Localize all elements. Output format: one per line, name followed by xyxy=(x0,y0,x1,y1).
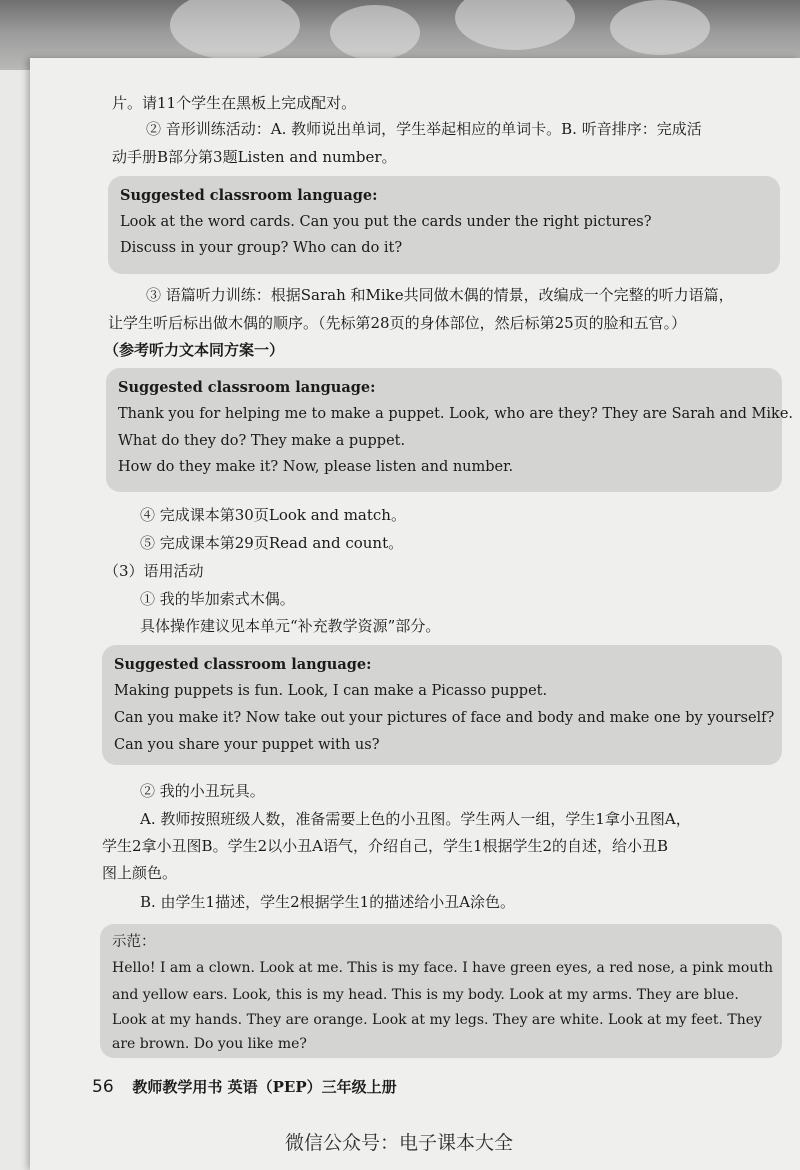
paragraph-line: （参考听力文本同方案一） xyxy=(104,341,285,359)
classroom-language-box xyxy=(102,645,782,765)
paragraph-line: 学生2拿小丑图B。学生2以小丑A语气，介绍自己，学生1根据学生2的自述，给小丑B xyxy=(102,837,669,855)
page-number: 56 xyxy=(92,1077,114,1097)
box-line: Look at the word cards. Can you put the cards under the right pictures? xyxy=(120,214,652,230)
box-line: Can you make it? Now take out your pictures of face and body and make one by yourself? xyxy=(114,710,775,726)
box-line: Look at my hands. They are orange. Look at my legs. They are white. Look at my feet. They xyxy=(112,1012,762,1028)
box-heading: 示范： xyxy=(112,934,156,950)
box-line: How do they make it? Now, please listen and number. xyxy=(118,459,514,475)
book-title: 教师教学用书 英语（PEP）三年级上册 xyxy=(132,1078,397,1096)
watermark-text: 微信公众号：电子课本大全 xyxy=(285,1132,514,1154)
paragraph-line: A. 教师按照班级人数，准备需要上色的小丑图。学生两人一组，学生1拿小丑图A， xyxy=(140,810,691,828)
paragraph-line: ② 我的小丑玩具。 xyxy=(140,782,265,800)
paragraph-line: 图上颜色。 xyxy=(102,864,178,882)
box-line: Making puppets is fun. Look, I can make a Picasso puppet. xyxy=(114,683,548,699)
box-line: Thank you for helping me to make a puppet. Look, who are they? They are Sarah and Mike. xyxy=(118,406,794,422)
paragraph-line: ② 音形训练活动：A. 教师说出单词，学生举起相应的单词卡。B. 听音排序：完成活 xyxy=(146,120,702,138)
paragraph-line: 片。请11个学生在黑板上完成配对。 xyxy=(112,94,357,112)
box-line: and yellow ears. Look, this is my head. This is my body. Look at my arms. They are blue. xyxy=(112,987,739,1003)
paragraph-line: 让学生听后标出做木偶的顺序。（先标第28页的身体部位，然后标第25页的脸和五官。） xyxy=(108,314,687,332)
box-heading: Suggested classroom language: xyxy=(120,187,378,204)
paragraph-line: 动手册B部分第3题Listen and number。 xyxy=(112,148,397,166)
paragraph-line: ③ 语篇听力训练：根据Sarah 和Mike共同做木偶的情景，改编成一个完整的听力语篇， xyxy=(146,286,734,304)
box-line: Discuss in your group? Who can do it? xyxy=(120,240,403,256)
section-heading: （3）语用活动 xyxy=(104,562,204,580)
classroom-language-box xyxy=(108,176,780,274)
box-line: What do they do? They make a puppet. xyxy=(118,433,406,449)
paragraph-line: ① 我的毕加索式木偶。 xyxy=(140,590,295,608)
paragraph-line: ④ 完成课本第30页Look and match。 xyxy=(140,506,406,524)
box-line: Can you share your puppet with us? xyxy=(114,737,380,753)
box-heading: Suggested classroom language: xyxy=(114,656,372,673)
box-heading: Suggested classroom language: xyxy=(118,379,376,396)
paragraph-line: ⑤ 完成课本第29页Read and count。 xyxy=(140,534,404,552)
classroom-language-box xyxy=(106,368,794,492)
paragraph-line: 具体操作建议见本单元“补充教学资源”部分。 xyxy=(140,617,441,635)
page-footer xyxy=(92,1076,397,1097)
box-line: Hello! I am a clown. Look at me. This is my face. I have green eyes, a red nose, a pink mouth xyxy=(112,960,773,976)
example-box xyxy=(100,924,782,1058)
box-line: are brown. Do you like me? xyxy=(112,1036,307,1052)
paragraph-line: B. 由学生1描述，学生2根据学生1的描述给小丑A涂色。 xyxy=(140,893,516,911)
